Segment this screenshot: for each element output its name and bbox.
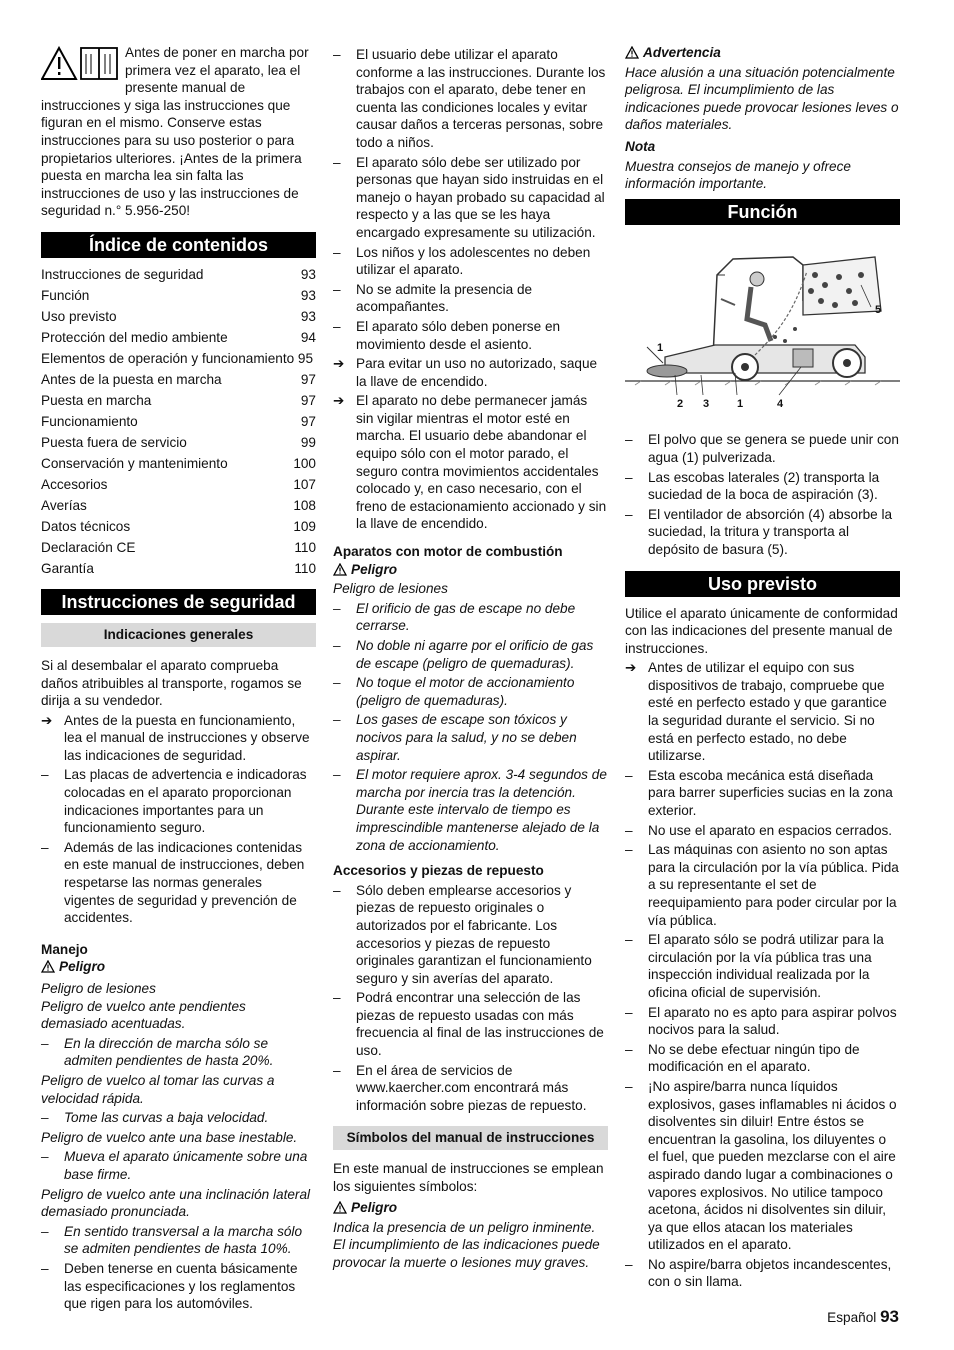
uso-item: – No use el aparato en espacios cerrados. xyxy=(625,822,893,838)
sym-peligro-text: Indica la presencia de un peligro inminente. El incumplimiento de las indicaciones puede provocar la muerte o lesiones muy graves. xyxy=(333,1219,600,1270)
diagram-label: 2 xyxy=(677,397,684,410)
table-of-contents xyxy=(41,266,316,577)
toc-entry xyxy=(41,371,316,389)
page-number: 93 xyxy=(880,1307,899,1326)
uso-item: – No se debe efectuar ningún tipo de modificación en el aparato. xyxy=(625,1041,860,1075)
acc-item: – Podrá encontrar una selección de las piezas de repuesto usadas con más frecuencia al final de las instrucciones de uso. xyxy=(333,990,604,1059)
uso-item: – Las máquinas con asiento no son aptas para la circulación por la vía pública. Pida a su representante el set de reequipamiento para poder circular por la vía pública. xyxy=(625,842,899,928)
safety-title: Instrucciones de seguridad xyxy=(41,589,316,615)
warning-icon xyxy=(333,1201,347,1214)
combustion-sub: Peligro de lesiones xyxy=(333,581,448,597)
arrow-icon: ➔ xyxy=(625,660,637,676)
list-item: – Los niños y los adolescentes no deben utilizar el aparato. xyxy=(333,244,591,278)
toc-entry xyxy=(41,350,316,368)
toc-entry xyxy=(41,497,316,515)
diagram-label: 3 xyxy=(703,397,710,410)
toc-entry xyxy=(41,476,316,494)
list-item: – El aparato sólo deben ponerse en movimiento desde el asiento. xyxy=(333,318,561,352)
column-1 xyxy=(41,44,316,1315)
manejo-title: Manejo xyxy=(41,941,88,957)
toc-entry xyxy=(41,518,316,536)
manejo-line: Peligro de vuelco ante pendientes demasiado acentuadas. xyxy=(41,998,246,1032)
general-text: Si al desembalar el aparato comprueba daños atribuibles al transporte, rogamos se dirija a su vendedor. xyxy=(41,657,302,709)
uso-text: Utilice el aparato únicamente de conformidad con las indicaciones del presente manual de instrucciones. xyxy=(625,605,898,656)
toc-title: Índice de contenidos xyxy=(41,232,316,258)
list-item: – El usuario debe utilizar el aparato conforme a las instrucciones. Durante los trabajos con el aparato, debe tener en cuenta las condiciones locales y evitar causar daños a terceras personas, sobre todo a niños. xyxy=(333,47,606,150)
warning-icon xyxy=(625,46,639,59)
toc-entry-page: 93 xyxy=(300,308,316,324)
uso-item: – El aparato no es apto para aspirar polvos nocivos para la salud. xyxy=(625,1004,897,1038)
warning-icon xyxy=(41,960,55,973)
toc-entry-page: 108 xyxy=(293,497,316,513)
combustion-item: – El motor requiere aprox. 3-4 segundos de marcha por inercia tras la detención. Durante este intervalo de tiempo es imprescindible mantenerse alejado de la zona de accionamiento. xyxy=(333,767,607,853)
toc-entry-page: 93 xyxy=(300,266,316,282)
toc-entry xyxy=(41,266,316,284)
toc-entry-label: Funcionamiento xyxy=(41,413,138,429)
acc-item: – Sólo deben emplearse accesorios y piezas de repuesto originales o autorizados por el fabricante. Los accesorios y piezas de repuesto originales garantizan el funcionamiento seguro y sin averías del aparato. xyxy=(333,882,592,986)
funcion-item: – El ventilador de absorción (4) absorbe la suciedad, la tritura y transporta al depósito de basura (5). xyxy=(625,506,893,557)
toc-entry-page: 97 xyxy=(300,392,316,408)
column-3 xyxy=(625,44,900,1293)
toc-entry-page: 97 xyxy=(300,413,316,429)
diagram-label: 4 xyxy=(777,397,784,410)
manejo-line: Peligro de vuelco ante una base inestable. xyxy=(41,1129,298,1145)
intro-block xyxy=(41,44,316,220)
warning-icon xyxy=(333,563,347,576)
nota-label: Nota xyxy=(625,138,656,154)
toc-entry-page: 93 xyxy=(300,287,316,303)
adv-label: Advertencia xyxy=(625,44,900,62)
column-2 xyxy=(333,44,608,1272)
uso-item: – Esta escoba mecánica está diseñada para barrer superficies sucias en la zona exterior. xyxy=(625,767,893,819)
peligro-label: Peligro xyxy=(333,561,608,579)
toc-entry-label: Antes de la puesta en marcha xyxy=(41,371,222,387)
manejo-item: – En la dirección de marcha sólo se admiten pendientes de hasta 20%. xyxy=(41,1035,274,1069)
general-list-item: – Además de las indicaciones contenidas en este manual de instrucciones, deben respetarse las normas generales vigentes de seguridad y prevención de accidentes. xyxy=(41,839,305,926)
uso-title: Uso previsto xyxy=(625,571,900,597)
toc-entry-label: Elementos de operación y funcionamiento 95 xyxy=(41,350,314,366)
acc-item: – En el área de servicios de www.kaercher.com encontrará más información sobre piezas de repuesto. xyxy=(333,1062,587,1113)
toc-entry-page: 110 xyxy=(294,539,316,555)
footer-language: Español xyxy=(827,1310,877,1325)
toc-entry-label: Averías xyxy=(41,497,87,513)
toc-entry-label: Conservación y mantenimiento xyxy=(41,455,228,471)
symbols-title: Símbolos del manual de instrucciones xyxy=(333,1126,608,1150)
toc-entry-label: Puesta en marcha xyxy=(41,392,152,408)
toc-entry-label: Uso previsto xyxy=(41,308,117,324)
acc-title: Accesorios y piezas de repuesto xyxy=(333,863,544,879)
toc-entry xyxy=(41,287,316,305)
toc-entry xyxy=(41,455,316,473)
toc-entry-page: 110 xyxy=(294,560,316,576)
toc-entry-page: 99 xyxy=(300,434,316,450)
arrow-icon: ➔ xyxy=(41,712,53,728)
list-item: – No se admite la presencia de acompañantes. xyxy=(333,281,533,315)
toc-entry xyxy=(41,434,316,452)
arrow-icon: ➔ xyxy=(333,356,345,372)
nota-text: Muestra consejos de manejo y ofrece información importante. xyxy=(625,158,851,192)
funcion-title: Función xyxy=(625,199,900,225)
toc-entry-label: Función xyxy=(41,287,90,303)
diagram-label: 1 xyxy=(657,341,664,354)
general-arrow-item: ➔ Antes de la puesta en funcionamiento, lea el manual de instrucciones y observe las indicaciones de seguridad. xyxy=(41,712,310,763)
manejo-line: Peligro de lesiones xyxy=(41,981,156,996)
arrow-item: ➔ El aparato no debe permanecer jamás sin vigilar mientras el motor esté en marcha. El usuario debe abandonar el equipo sólo con el motor parado, el seguro contra movimientos accidentales colocado y, en caso necesario, con el freno de estacionamiento accionado y sin la llave de encendido. xyxy=(333,393,607,532)
list-item: – El aparato sólo debe ser utilizado por personas que hayan sido instruidas en el manejo o hayan probado su capacidad al respecto y a las que se les haya encargado expresamente su utilización. xyxy=(333,154,605,240)
adv-text: Hace alusión a una situación potencialmente peligrosa. El incumplimiento de las indicaciones puede provocar lesiones leves o daños materiales. xyxy=(625,64,899,133)
toc-entry-label: Datos técnicos xyxy=(41,518,131,534)
manejo-item: – En sentido transversal a la marcha sólo se admiten pendientes de hasta 10%. xyxy=(41,1223,303,1257)
combustion-item: – No doble ni agarre por el orificio de gas de escape (peligro de quemaduras). xyxy=(333,638,594,671)
uso-item: – No aspire/barra objetos incandescentes, con o sin llama. xyxy=(625,1256,892,1290)
toc-entry-label: Accesorios xyxy=(41,476,108,492)
toc-entry xyxy=(41,329,316,347)
arrow-icon: ➔ xyxy=(333,393,345,409)
page-footer xyxy=(827,1308,899,1327)
intro-text: Antes de poner en marcha por primera vez el aparato, lea el presente manual de instrucciones y siga las instrucciones que figuran en el mismo. Conserve estas instrucciones para su uso posterior o para propietarios ulteriores. ¡Antes de la primera puesta en marcha lea sin falta las instrucciones de uso y las instrucciones de seguridad n.° 5.956-250! xyxy=(41,45,309,219)
toc-entry-page: 109 xyxy=(293,518,316,534)
manejo-item: – Deben tenerse en cuenta básicamente las especificaciones y los reglamentos que rigen para los automóviles. xyxy=(41,1260,298,1312)
funcion-item: – El polvo que se genera se puede unir con agua (1) pulverizada. xyxy=(625,432,899,465)
uso-arrow-item: ➔ Antes de utilizar el equipo con sus dispositivos de trabajo, compruebe que esté en perfecto estado y que garantice la seguridad durante el servicio. Si no está en perfecto estado, no debe utilizarse. xyxy=(625,660,887,764)
manejo-item: – Tome las curvas a baja velocidad. xyxy=(41,1110,269,1126)
sweeper-diagram xyxy=(625,245,900,415)
toc-entry-page: 97 xyxy=(300,371,316,387)
toc-entry xyxy=(41,560,316,578)
toc-entry-page: 107 xyxy=(293,476,316,492)
toc-entry xyxy=(41,413,316,431)
toc-entry-label: Declaración CE xyxy=(41,539,136,555)
manejo-line: Peligro de vuelco al tomar las curvas a velocidad rápida. xyxy=(41,1072,275,1106)
general-list-item: – Las placas de advertencia e indicadoras colocadas en el aparato proporcionan indicaciones importantes para un funcionamiento seguro. xyxy=(41,767,307,836)
toc-entry-label: Instrucciones de seguridad xyxy=(41,266,204,282)
combustion-item: – No toque el motor de accionamiento (peligro de quemaduras). xyxy=(333,675,575,708)
manejo-line: Peligro de vuelco ante una inclinación lateral demasiado pronunciada. xyxy=(41,1186,311,1220)
toc-entry-label: Puesta fuera de servicio xyxy=(41,434,187,450)
peligro-label: Peligro xyxy=(41,958,316,976)
toc-entry xyxy=(41,539,316,557)
combustion-item: – Los gases de escape son tóxicos y nocivos para la salud, y no se deben aspirar. xyxy=(333,712,577,763)
toc-entry xyxy=(41,308,316,326)
combustion-title: Aparatos con motor de combustión xyxy=(333,544,563,560)
toc-entry-page: 94 xyxy=(300,329,316,345)
symbols-text: En este manual de instrucciones se emplean los siguientes símbolos: xyxy=(333,1161,604,1194)
manejo-item: – Mueva el aparato únicamente sobre una base firme. xyxy=(41,1149,308,1182)
diagram-label: 5 xyxy=(875,303,882,316)
diagram-label: 1 xyxy=(737,397,744,410)
funcion-item: – Las escobas laterales (2) transporta la suciedad de la boca de aspiración (3). xyxy=(625,469,880,503)
uso-item: – ¡No aspire/barra nunca líquidos explosivos, gases inflamables ni ácidos o disolventes sin diluir! Entre éstos se encuentran la gasolina, los diluyentes o el fuel, que pueden mezclarse con el aire aspirado dando lugar a combinaciones o vapores explosivos. No utilice tampoco acetona, ácidos ni disolventes sin diluir, ya que ellos atacan los materiales utilizados en el aparato. xyxy=(625,1078,897,1253)
toc-entry xyxy=(41,392,316,410)
uso-item: – El aparato sólo se podrá utilizar para la circulación por la vía pública tras una inspección individual realizada por la oficina oficial de supervisión. xyxy=(625,932,884,1000)
toc-entry-page: 100 xyxy=(293,455,316,471)
warning-manual-icon xyxy=(41,46,121,82)
toc-entry-label: Protección del medio ambiente xyxy=(41,329,228,345)
toc-entry-label: Garantía xyxy=(41,560,94,576)
combustion-item: – El orificio de gas de escape no debe cerrarse. xyxy=(333,600,576,634)
general-title: Indicaciones generales xyxy=(41,623,316,647)
arrow-item: ➔ Para evitar un uso no autorizado, saque la llave de encendido. xyxy=(333,356,598,389)
sym-peligro-label: Peligro xyxy=(333,1199,608,1217)
